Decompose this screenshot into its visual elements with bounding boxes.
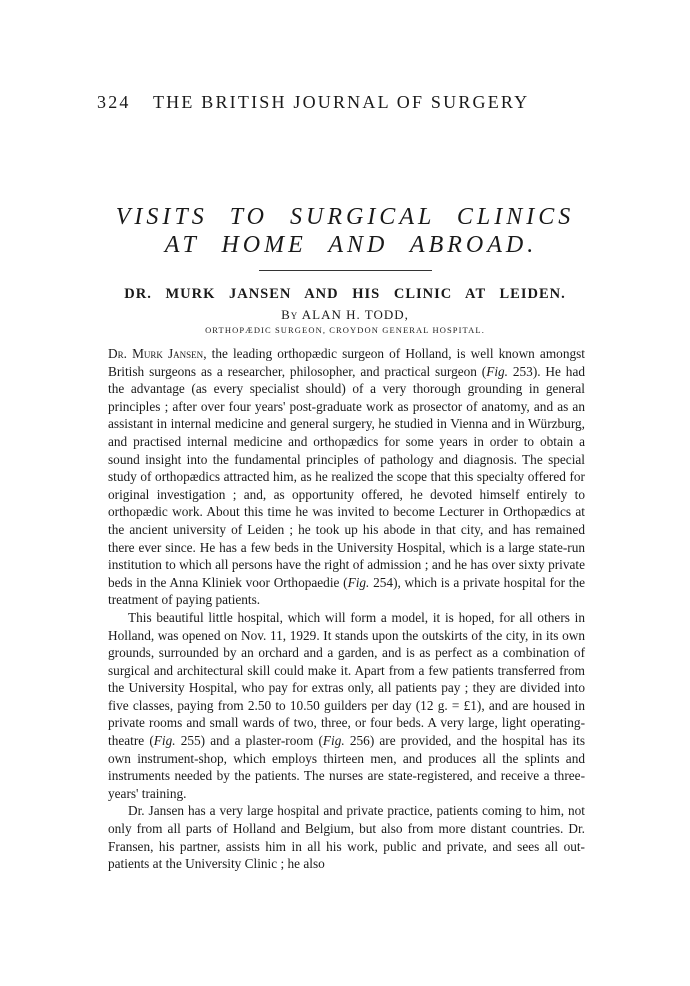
byline: [0, 307, 690, 323]
figure-ref: Fig.: [153, 733, 176, 749]
series-title-line-1: VISITS TO SURGICAL CLINICS: [115, 204, 575, 230]
paragraph-2: [108, 609, 585, 803]
paragraph-2-text-a: This beautiful little hospital, which will form a model, it is hoped, for all others in Holland, was opened on Nov. 11, 1929. It stands upon the outskirts of the city, in its own grounds, surrounded by an orchard and a garden, and is as perfect as a combination of surgical and architectural skill could make it. Apart from a few patients transferred from the University Hospital, who pay for extras only, all patients pay ; they are divided into five classes, paying from 2.50 to 10.50 guilders per day (12 g. = £1), and are housed in private rooms and small wards of two, three, or four beds. A very large, light operating-theatre (: [108, 609, 585, 749]
page-number: 324: [97, 92, 131, 112]
paragraph-2-text-c: 256) are provided, and the hospital has its own instrument-shop, which employs thirteen men, and produces all the splints and instruments needed by the patients. The nurses are state-registered, and receive a three-years' training.: [108, 733, 585, 801]
paragraph-1-text-c: 254), which is a private hospital for the treatment of paying patients.: [108, 574, 586, 608]
running-head: [97, 92, 597, 113]
figure-ref: Fig.: [347, 574, 370, 590]
series-title-line-2: AT HOME AND ABROAD.: [164, 232, 538, 258]
article-title: DR. MURK JANSEN AND HIS CLINIC AT LEIDEN.: [124, 286, 566, 302]
figure-ref: Fig.: [322, 733, 345, 749]
paragraph-1: [108, 345, 585, 609]
paragraph-3: Dr. Jansen has a very large hospital and private practice, patients coming to him, not only from all parts of Holland and Belgium, but also from more distant countries. Dr. Fransen, his partner, assists him in all his work, public and private, and sees all out-patients at the University Clinic ; he also: [108, 803, 585, 872]
article-body: [108, 345, 585, 873]
figure-ref: Fig.: [486, 363, 509, 379]
author-name: ALAN H. TODD,: [301, 307, 409, 322]
author-affiliation: ORTHOPÆDIC SURGEON, CROYDON GENERAL HOSPITAL.: [205, 325, 485, 335]
title-divider: [259, 270, 432, 271]
paragraph-1-text-b: 253). He had the advantage (as every specialist should) of a very thorough grounding in general principles ; after over four years' post-graduate work as prosector of anatomy, and as an assistant in internal medicine and general surgery, he studied in Vienna and in Würzburg, and practised internal medicine and orthopædics for some years in order to obtain a sound insight into the fundamental principles of pathology and diagnosis. The special study of orthopædics attracted him, as he realized the scope that this specialty offered for original investigation ; and, as opportunity offered, he devoted himself entirely to orthopædic work. About this time he was invited to become Lecturer in Orthopædics at the ancient university of Leiden ; he took up his abode in that city, and has remained there ever since. He has a few beds in the University Hospital, which is a large state-run institution to which all persons have the right of admission ; and he has over sixty private beds in the Anna Kliniek voor Orthopaedie (: [108, 363, 586, 590]
paragraph-1-text-a: , the leading orthopædic surgeon of Holland, is well known amongst British surgeons as a researcher, philosopher, and practical surgeon (: [108, 346, 585, 379]
byline-prefix: By: [281, 307, 299, 322]
paragraph-2-text-b: 255) and a plaster-room (: [175, 733, 323, 749]
lead-in-name: Murk Jansen: [132, 346, 204, 361]
journal-title: THE BRITISH JOURNAL OF SURGERY: [152, 92, 530, 112]
lead-in-title: Dr.: [108, 346, 127, 361]
